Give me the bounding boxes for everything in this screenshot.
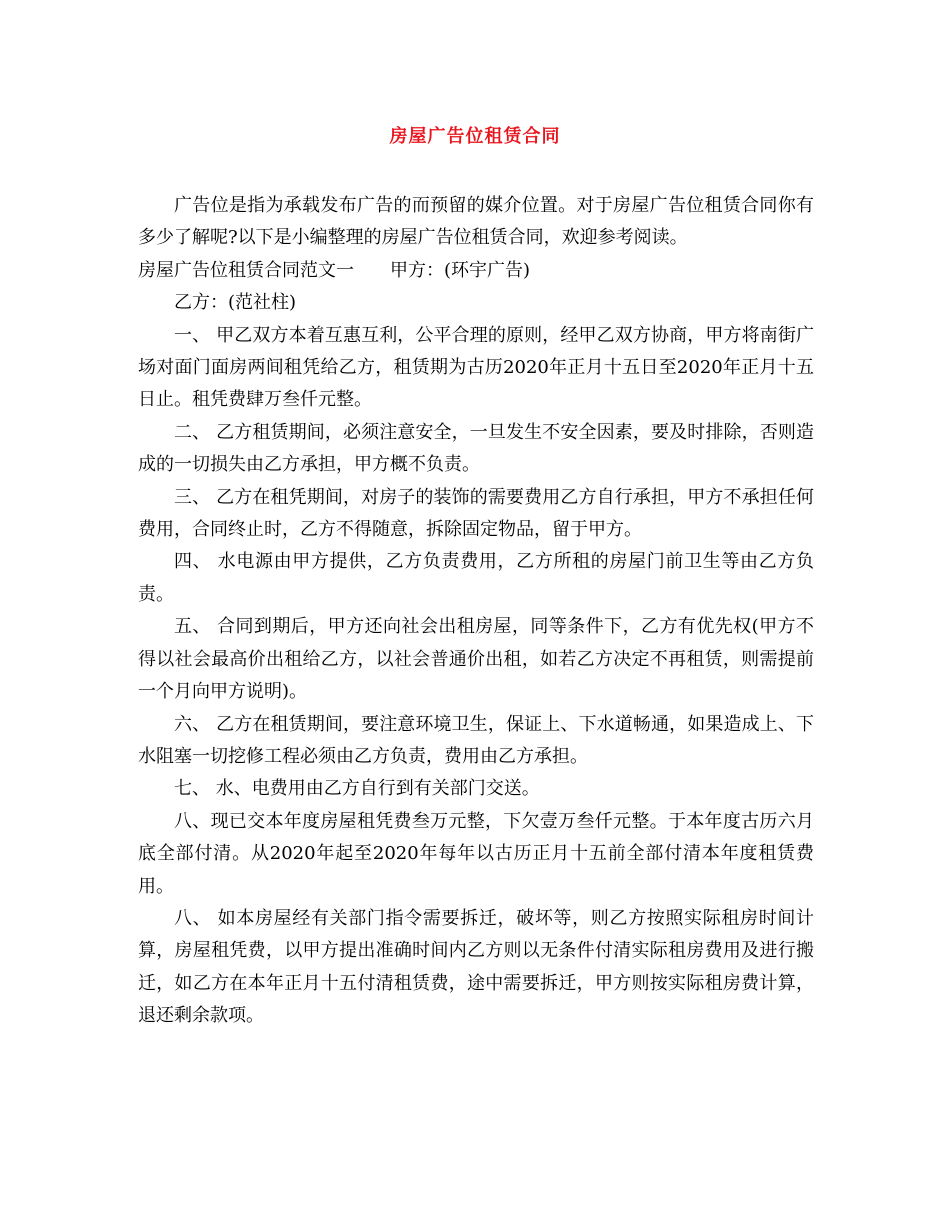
clause-7: 七、 水、电费用由乙方自行到有关部门交送。 xyxy=(174,778,540,800)
sample-heading-line xyxy=(138,255,814,287)
clause-5: 五、 合同到期后，甲方还向社会出租房屋，同等条件下，乙方有优先权(甲方不得以社会最高价出租给乙方，以社会普通价出租，如若乙方决定不再租赁，则需提前一个月向甲方说明)。 xyxy=(138,616,814,703)
party-b: 乙方：(范社柱) xyxy=(174,292,297,314)
clause-9: 八、 如本房屋经有关部门指令需要拆迁，破坏等，则乙方按照实际租房时间计算，房屋租凭费，以甲方提出准确时间内乙方则以无条件付清实际租房费用及进行搬迁，如乙方在本年正月十五付清租赁费，途中需要拆迁，甲方则按实际租房费计算，退还剩余款项。 xyxy=(138,907,814,1027)
clause-6: 六、 乙方在租赁期间，要注意环境卫生，保证上、下水道畅通，如果造成上、下水阻塞一切挖修工程必须由乙方负责，费用由乙方承担。 xyxy=(138,713,814,767)
intro-paragraph: 广告位是指为承载发布广告的而预留的媒介位置。对于房屋广告位租赁合同你有多少了解呢?以下是小编整理的房屋广告位租赁合同，欢迎参考阅读。 xyxy=(138,195,814,249)
clause-3: 三、 乙方在租凭期间，对房子的装饰的需要费用乙方自行承担，甲方不承担任何费用，合同终止时，乙方不得随意，拆除固定物品，留于甲方。 xyxy=(138,486,814,541)
party-a: 甲方：(环宇广告) xyxy=(390,259,531,281)
document-body xyxy=(138,190,814,1033)
clause-2: 二、 乙方租赁期间，必须注意安全，一旦发生不安全因素，要及时排除，否则造成的一切损失由乙方承担，甲方概不负责。 xyxy=(138,421,814,476)
clause-4: 四、 水电源由甲方提供，乙方负责费用，乙方所租的房屋门前卫生等由乙方负责。 xyxy=(138,551,814,605)
clause-1: 一、 甲乙双方本着互惠互利，公平合理的原则，经甲乙双方协商，甲方将南街广场对面门面房两间租凭给乙方，租赁期为古历2020年正月十五日至2020年正月十五日止。租凭费肆万叁仟元整。 xyxy=(138,324,814,411)
sample-heading: 房屋广告位租赁合同范文一 xyxy=(138,259,354,281)
clause-8: 八、现已交本年度房屋租凭费叁万元整，下欠壹万叁仟元整。于本年度古历六月底全部付清。从2020年起至2020年每年以古历正月十五前全部付清本年度租赁费用。 xyxy=(138,810,814,897)
document-title: 房屋广告位租赁合同 xyxy=(389,126,561,147)
